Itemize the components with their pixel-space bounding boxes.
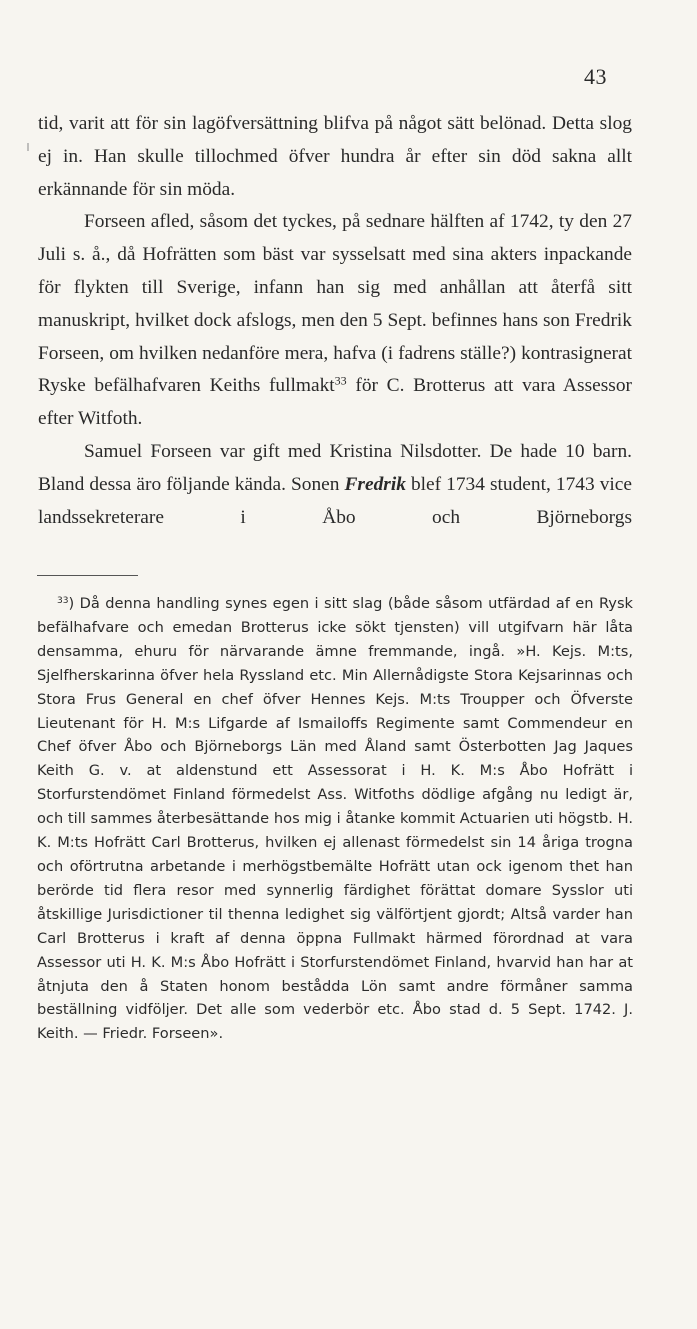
paragraph-3 xyxy=(38,436,632,534)
paragraph-2-text: Forseen afled, såsom det tyckes, på sednare hälften af 1742, ty den 27 Juli s. å., då Hofrätten som bäst var sysselsatt med sina akters inpackande för flykten till Sverige, infann han sig med anhållan att återfå sitt manuskript, hvilket dock afslogs, men den 5 Sept. befinnes hans son Fredrik Forseen, om hvilken nedanföre mera, hafva (i fadrens ställe?) kontrasignerat Ryske befälhafvaren Keiths fullmakt xyxy=(38,211,632,397)
footnote-text: ) Då denna handling synes egen i sitt slag (både såsom utfärdad af en Rysk befälhafvare och emedan Brotterus icke sökt tjensten) vill utgifvarn här låta densamma, ehuru för närvarande ämne fremmande, ingå. »H. Kejs. M:ts, Sjelfherskarinna öfver hela Ryssland etc. Min Allernådigste Stora Kejsarinnas och Stora Frus General en chef öfver Hennes Kejs. M:ts Troupper och Öfverste Lieutenant för H. M:s Lifgarde af Ismailoffs Regimente samt Commendeur en Chef öfver Åbo och Björneborgs Län med Åland samt Österbotten Jag Jaques Keith G. v. at aldenstund ett Assessorat i H. K. M:s Åbo Hofrätt i Storfurstendömet Finland förmedelst Ass. Witfoths dödlige afgång nu ledigt är, och till sammes återbesättande hos mig i åtanke kommit Actuarien uti högstb. H. K. M:ts Hofrätt Carl Brotterus, hvilken ej allenast förmedelst sin 14 åriga trogna och oförtrutna arbetande i merhögstbemälte Hofrätt utan ock igenom thet han berörde tid flera resor med synnerlig färdighet förättat domare Sysslor uti åtskillige Jurisdictioner til thenna ledighet sig välförtjent gjordt; Altså varder han Carl Brotterus i kraft af denna öppna Fullmakt härmed förordnad at vara Assessor uti H. K. M:s Åbo Hofrätt i Storfurstendömet Finland, hvarvid han har at åtnjuta den å Staten honom bestådda Lön samt andre förmåner samma beställning vidföljer. Det alle som vederbör etc. Åbo stad d. 5 Sept. 1742. J. Keith. — Friedr. Forseen». xyxy=(37,595,633,1043)
footnote-paragraph xyxy=(37,592,633,1046)
footnote-marker: 33 xyxy=(57,596,69,607)
paragraph-2-close: för C. Brotterus att vara Assessor efter Witfoth. xyxy=(38,375,633,430)
paragraph-2 xyxy=(38,206,632,436)
margin-pencil-mark xyxy=(27,143,29,151)
italic-name: Fredrik xyxy=(344,473,406,495)
footnote-divider xyxy=(37,575,138,576)
paragraph-1: tid, varit att för sin lagöfversättning blifva på något sätt belönad. Detta slog ej in. Han skulle tillochmed öfver hundra år efter sin död sakna allt erkännande för sin möda. xyxy=(38,113,632,200)
paragraph-3-close: blef 1734 student, 1743 vice landssekreterare i Åbo och Björneborgs xyxy=(38,473,632,528)
footnote xyxy=(37,592,633,1046)
body-text xyxy=(38,108,632,534)
paragraph-3-text: Samuel Forseen var gift med Kristina Nilsdotter. De hade 10 barn. Bland dessa äro följande kända. Sonen xyxy=(38,440,632,495)
footnote-reference: 33 xyxy=(334,373,347,388)
page-number: 43 xyxy=(584,64,607,89)
